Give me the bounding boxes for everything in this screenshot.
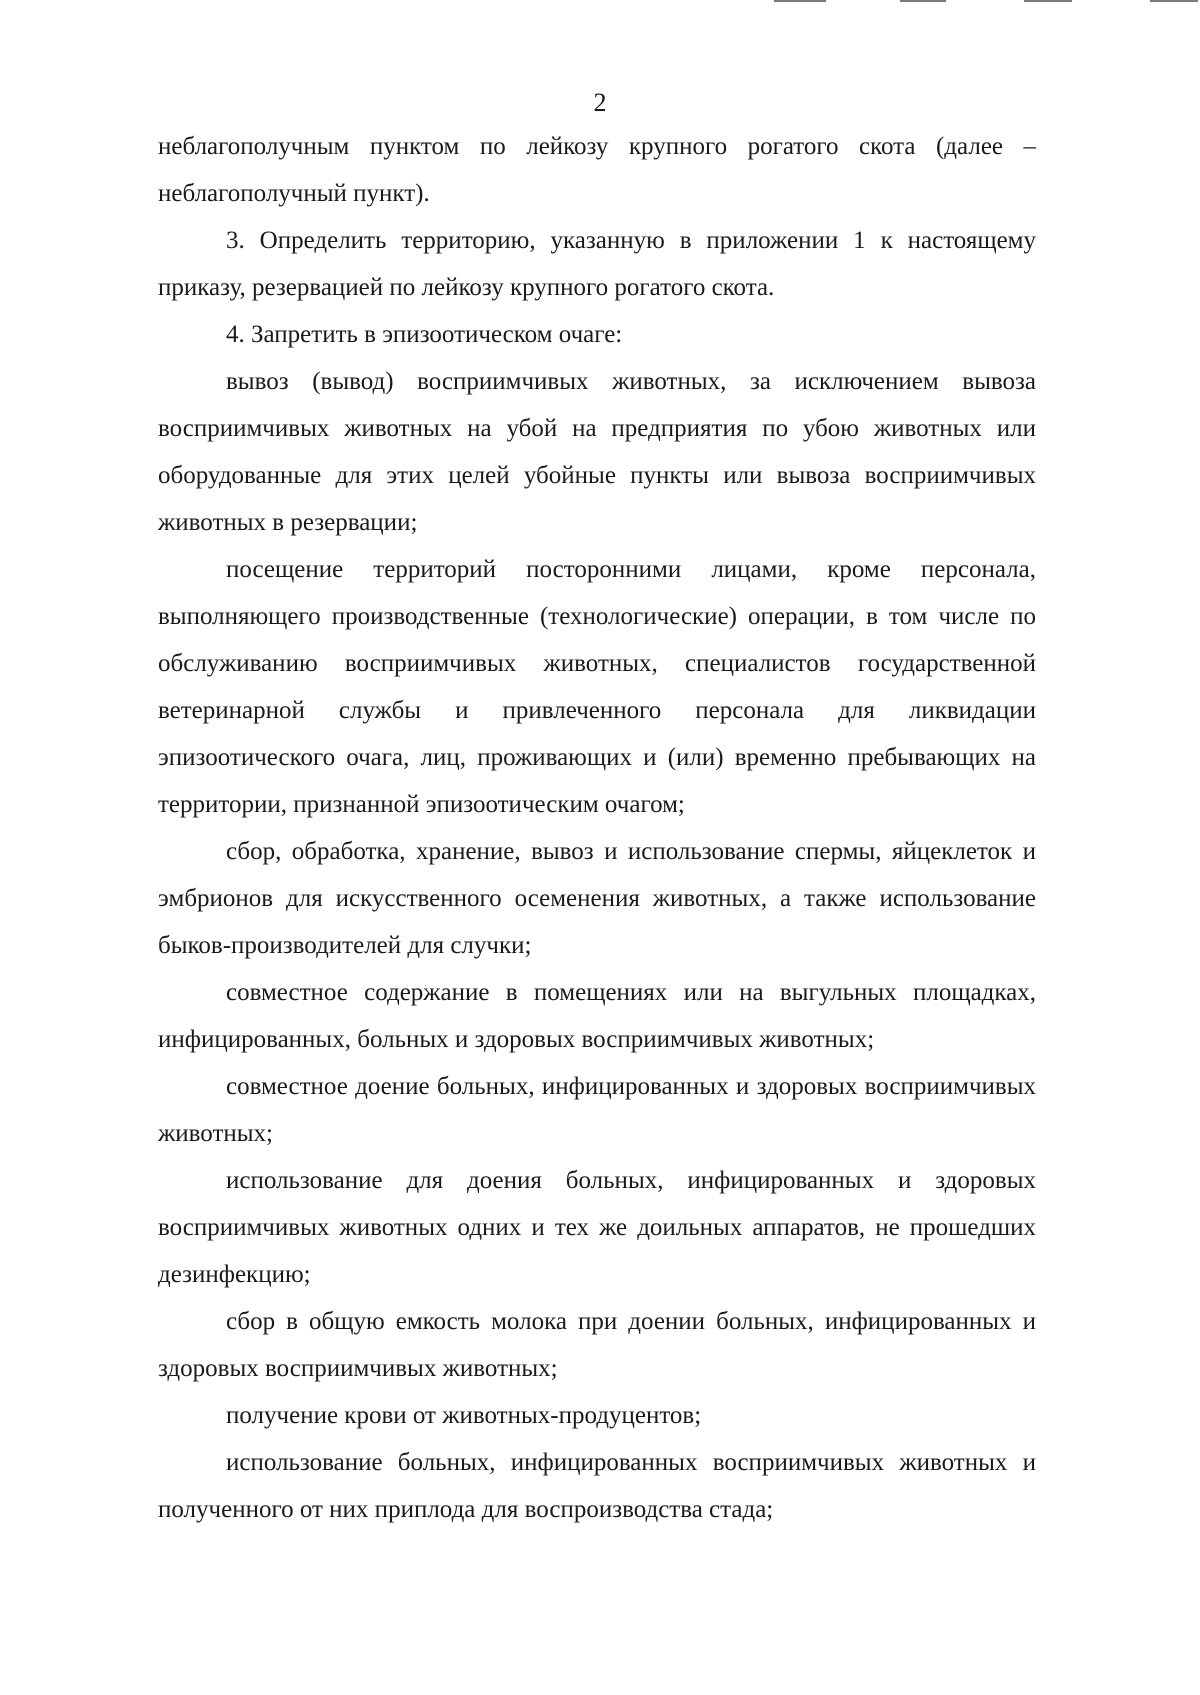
paragraph-item-4-heading: 4. Запретить в эпизоотическом очаге: [226, 321, 623, 348]
paragraph-item-3: 3. Определить территорию, указанную в приложении 1 к настоящему приказу, резервацией по лейкозу крупного рогатого скота. [158, 227, 1036, 301]
paragraph-ban-3: сбор, обработка, хранение, вывоз и использование спермы, яйцеклеток и эмбрионов для искусственного осеменения животных, а также использование быков-производителей для случки; [158, 838, 1036, 959]
paragraph-ban-1: вывоз (вывод) восприимчивых животных, за исключением вывоза восприимчивых животных на убой на предприятия по убою животных или оборудованные для этих целей убойные пункты или вывоза восприимчивых животных в резервации; [158, 368, 1036, 536]
paragraph-ban-7: сбор в общую емкость молока при доении больных, инфицированных и здоровых восприимчивых животных; [158, 1308, 1036, 1382]
scan-edge-mark [1024, 0, 1072, 2]
paragraph-ban-4: совместное содержание в помещениях или на выгульных площадках, инфицированных, больных и здоровых восприимчивых животных; [158, 979, 1036, 1053]
paragraph-ban-2: посещение территорий посторонними лицами, кроме персонала, выполняющего производственные (технологические) операции, в том числе по обслуживанию восприимчивых животных, специалистов государственной ветеринарной службы и привлеченного персонала для ликвидации эпизоотического очага, лиц, проживающих и (или) временно пребывающих на территории, признанной эпизоотическим очагом; [158, 556, 1036, 818]
paragraph-ban-5: совместное доение больных, инфицированных и здоровых восприимчивых животных; [158, 1073, 1036, 1147]
document-body [158, 123, 1036, 1533]
page-number: 2 [593, 88, 607, 117]
paragraph-ban-9: использование больных, инфицированных восприимчивых животных и полученного от них приплода для воспроизводства стада; [158, 1449, 1036, 1523]
scan-edge-mark [774, 0, 826, 2]
paragraph-ban-6: использование для доения больных, инфицированных и здоровых восприимчивых животных одних и тех же доильных аппаратов, не прошедших дезинфекцию; [158, 1167, 1036, 1288]
scan-edge-mark [900, 0, 946, 2]
scan-edge-mark [1150, 0, 1198, 2]
scan-edge-marks [0, 0, 1200, 4]
paragraph-continuation: неблагополучным пунктом по лейкозу крупного рогатого скота (далее – неблагополучный пункт). [158, 133, 1036, 207]
paragraph-ban-8: получение крови от животных-продуцентов; [226, 1402, 702, 1429]
